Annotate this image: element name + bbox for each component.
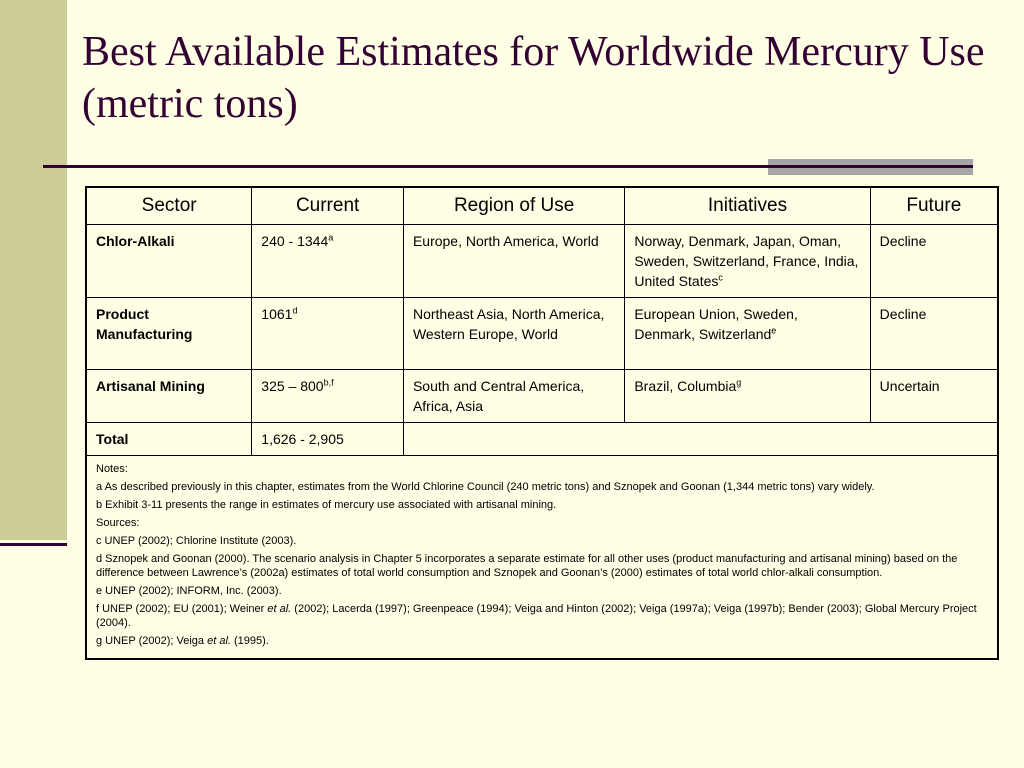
notes-heading: Notes:: [96, 463, 128, 475]
initiatives-value: Norway, Denmark, Japan, Oman, Sweden, Switzerland, France, India, United States: [634, 233, 859, 289]
total-empty-cell: [403, 423, 998, 456]
header-initiatives: Initiatives: [625, 187, 870, 225]
header-sector: Sector: [86, 187, 252, 225]
footnote-marker: g: [736, 377, 742, 388]
table-row: [86, 298, 998, 370]
total-label: Total: [86, 423, 252, 456]
cell-initiatives: [625, 225, 870, 298]
source-f: [96, 602, 988, 630]
source-f-italic: et al.: [267, 603, 292, 615]
cell-region: Europe, North America, World: [403, 225, 624, 298]
cell-sector: Artisanal Mining: [86, 370, 252, 423]
header-future: Future: [870, 187, 998, 225]
header-current: Current: [252, 187, 404, 225]
slide-title: Best Available Estimates for Worldwide Mercury Use (metric tons): [82, 29, 985, 127]
cell-current: [252, 225, 404, 298]
cell-current: [252, 370, 404, 423]
title-rule: [43, 165, 973, 168]
left-accent-rule: [0, 543, 67, 546]
initiatives-value: European Union, Sweden, Denmark, Switzerland: [634, 306, 798, 342]
cell-sector: Product Manufacturing: [86, 298, 252, 370]
cell-future: Uncertain: [870, 370, 998, 423]
note-b: b Exhibit 3-11 presents the range in estimates of mercury use associated with artisanal mining.: [96, 499, 557, 511]
cell-region: Northeast Asia, North America, Western Europe, World: [403, 298, 624, 370]
source-g-text: g UNEP (2002); Veiga: [96, 635, 208, 647]
cell-future: Decline: [870, 225, 998, 298]
initiatives-value: Brazil, Columbia: [634, 378, 737, 394]
notes-row: [86, 456, 998, 660]
table-row: [86, 370, 998, 423]
cell-current: [252, 298, 404, 370]
table-row: [86, 225, 998, 298]
notes-cell: [86, 456, 998, 660]
left-accent-bar: [0, 0, 67, 540]
source-c: c UNEP (2002); Chlorine Institute (2003).: [96, 535, 297, 547]
source-e: e UNEP (2002); INFORM, Inc. (2003).: [96, 585, 282, 597]
footnote-marker: a: [328, 232, 334, 243]
mercury-use-table: [85, 186, 999, 660]
source-f-text: f UNEP (2002); EU (2001); Weiner: [96, 603, 268, 615]
current-value: 325 – 800: [261, 378, 324, 394]
sources-heading: Sources:: [96, 517, 140, 529]
current-value: 1061: [261, 306, 293, 322]
note-a: a As described previously in this chapter, estimates from the World Chlorine Council (240 metric tons) and Sznopek and Goonan (1,344 metric tons) vary widely.: [96, 481, 875, 493]
cell-initiatives: [625, 298, 870, 370]
source-g-italic: et al.: [207, 635, 231, 647]
total-value: 1,626 - 2,905: [252, 423, 404, 456]
source-d: d Sznopek and Goonan (2000). The scenario analysis in Chapter 5 incorporates a separate estimate for all other uses (product manufacturing and artisanal mining) based on the difference between Lawrence’s (2002a) estimates of total world consumption and Sznopek and Goonan’s (2000) estimates of total world chlor-alkali consumption.: [96, 553, 958, 579]
cell-sector: Chlor-Alkali: [86, 225, 252, 298]
total-row: [86, 423, 998, 456]
source-g-text-end: (1995).: [230, 635, 269, 647]
source-f-text-end: (2002); Lacerda (1997); Greenpeace (1994); Veiga and Hinton (2002); Veiga (1997a); Veiga (1997b); Bender (2003); Global Mercury Project (2004).: [96, 603, 977, 629]
footnote-marker: b,f: [323, 377, 334, 388]
cell-future: Decline: [870, 298, 998, 370]
current-value: 240 - 1344: [261, 233, 329, 249]
source-g: [96, 634, 988, 648]
footnote-marker: e: [771, 325, 777, 336]
cell-region: South and Central America, Africa, Asia: [403, 370, 624, 423]
header-region: Region of Use: [403, 187, 624, 225]
footnote-marker: d: [292, 305, 298, 316]
table-header-row: [86, 187, 998, 225]
footnote-marker: c: [718, 272, 723, 283]
cell-initiatives: [625, 370, 870, 423]
